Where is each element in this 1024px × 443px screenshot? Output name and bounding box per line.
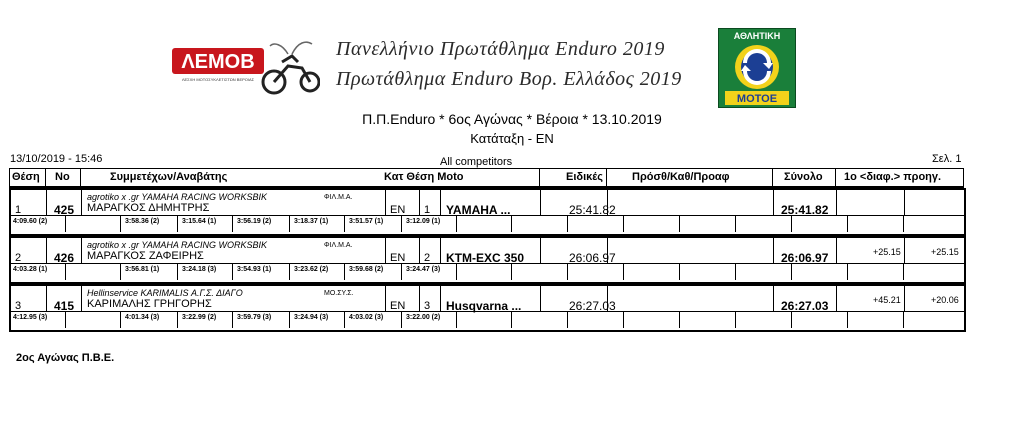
row-motorcycle: YAMAHA ... — [446, 203, 511, 217]
col-num: Νο — [55, 171, 70, 183]
lap-time: 3:59.68 (2) — [349, 266, 384, 273]
row-club: ΦΙΛ.Μ.Α. — [324, 194, 353, 201]
club-logo — [170, 36, 320, 96]
federation-logo — [718, 28, 796, 108]
lap-time: 3:15.64 (1) — [182, 218, 217, 225]
col-category: Κατ Θέση Moto — [384, 171, 464, 183]
row-total-time: 25:41.82 — [781, 203, 829, 217]
row-special-time: 26:27.03 — [569, 299, 616, 313]
race-title: Π.Π.Enduro * 6ος Αγώνας * Βέροια * 13.10.2019 — [362, 111, 662, 127]
federation-logo-top-text: ΑΘΛΗΤΙΚΗ — [733, 31, 781, 41]
lap-time: 4:03.28 (1) — [13, 266, 48, 273]
lap-time: 3:24.18 (3) — [182, 266, 217, 273]
lap-time: 3:58.36 (2) — [125, 218, 160, 225]
row-class: EN — [390, 204, 406, 216]
lap-time: 3:59.79 (3) — [237, 314, 272, 321]
competitors-label: All competitors — [440, 156, 513, 168]
lap-time: 3:18.37 (1) — [294, 218, 329, 225]
row-total-time: 26:06.97 — [781, 251, 829, 265]
lap-time: 3:12.09 (1) — [406, 218, 441, 225]
race-class: Κατάταξη - EN — [470, 131, 554, 146]
row-team: Hellinservice KARIMALIS Α.Γ.Σ. ΔΙΑΓΟ — [87, 288, 243, 298]
row-motorcycle: KTM-EXC 350 — [446, 251, 525, 265]
row-club: ΦΙΛ.Μ.Α. — [324, 242, 353, 249]
row-club: ΜΟ.ΣΥ.Σ. — [324, 290, 354, 297]
row-diff-prev: +20.06 — [931, 295, 959, 305]
row-class-position: 2 — [424, 252, 431, 264]
row-rider-name: ΚΑΡΙΜΑΛΗΣ ΓΡΗΓΟΡΗΣ — [87, 298, 212, 310]
footer-note: 2ος Αγώνας Π.Β.Ε. — [16, 352, 115, 364]
report-datetime: 13/10/2019 - 15:46 — [10, 153, 103, 165]
row-rider-name: ΜΑΡΑΓΚΟΣ ΔΗΜΗΤΡΗΣ — [87, 202, 210, 214]
lap-time: 4:01.34 (3) — [125, 314, 160, 321]
col-total: Σύνολο — [784, 171, 823, 183]
col-pos: Θέση — [12, 171, 40, 183]
lap-time: 3:56.19 (2) — [237, 218, 272, 225]
table-row — [9, 236, 966, 284]
row-position: 3 — [15, 300, 22, 312]
row-class-position: 1 — [424, 204, 431, 216]
results-header — [9, 168, 964, 188]
row-team: agrotiko x .gr YAMAHA RACING WORKSBIK — [87, 192, 268, 202]
row-position: 1 — [15, 204, 22, 216]
col-special: Ειδικές — [566, 171, 603, 183]
row-class-position: 3 — [424, 300, 431, 312]
lap-time: 4:09.60 (2) — [13, 218, 48, 225]
lap-time: 3:24.94 (3) — [294, 314, 329, 321]
table-row — [9, 284, 966, 332]
row-total-time: 26:27.03 — [781, 299, 829, 313]
row-number: 426 — [54, 251, 75, 265]
logo-text: ΛΕΜΟΒ — [181, 51, 255, 73]
lap-time: 4:12.95 (3) — [13, 314, 48, 321]
lap-time: 3:56.81 (1) — [125, 266, 160, 273]
lap-time: 3:54.93 (1) — [237, 266, 272, 273]
championship-title-2: Πρωτάθλημα Enduro Βορ. Ελλάδος 2019 — [336, 68, 682, 90]
championship-title-1: Πανελλήνιο Πρωτάθλημα Enduro 2019 — [336, 38, 665, 60]
row-diff-first: +25.15 — [873, 247, 901, 257]
row-special-time: 26:06.97 — [569, 251, 616, 265]
col-diff: 1ο <διαφ.> προηγ. — [844, 171, 942, 183]
table-row — [9, 188, 966, 236]
lap-time: 3:51.57 (1) — [349, 218, 384, 225]
row-team: agrotiko x .gr YAMAHA RACING WORKSBIK — [87, 240, 268, 250]
row-special-time: 25:41.82 — [569, 203, 616, 217]
row-motorcycle: Husqvarna ... — [446, 299, 522, 313]
row-class: EN — [390, 252, 406, 264]
col-rider: Συμμετέχων/Αναβάτης — [110, 171, 228, 183]
row-number: 415 — [54, 299, 75, 313]
row-class: EN — [390, 300, 406, 312]
lap-time: 3:23.62 (2) — [294, 266, 329, 273]
col-penalty: Πρόσθ/Καθ/Προαφ — [632, 171, 730, 183]
lap-time: 3:22.99 (2) — [182, 314, 217, 321]
federation-logo-bottom-text: ΜΟΤΟΕ — [736, 93, 778, 105]
lap-time: 3:24.47 (3) — [406, 266, 441, 273]
lap-time: 4:03.02 (3) — [349, 314, 384, 321]
lap-time: 3:22.00 (2) — [406, 314, 441, 321]
logo-subtext: ΛΕΣΧΗ ΜΟΤΟΣΥΚΛΕΤΙΣΤΩΝ ΒΕΡΟΙΑΣ — [181, 77, 255, 82]
row-position: 2 — [15, 252, 22, 264]
row-diff-first: +45.21 — [873, 295, 901, 305]
page-number: Σελ. 1 — [932, 153, 962, 165]
row-diff-prev: +25.15 — [931, 247, 959, 257]
row-rider-name: ΜΑΡΑΓΚΟΣ ΖΑΦΕΙΡΗΣ — [87, 250, 204, 262]
row-number: 425 — [54, 203, 75, 217]
